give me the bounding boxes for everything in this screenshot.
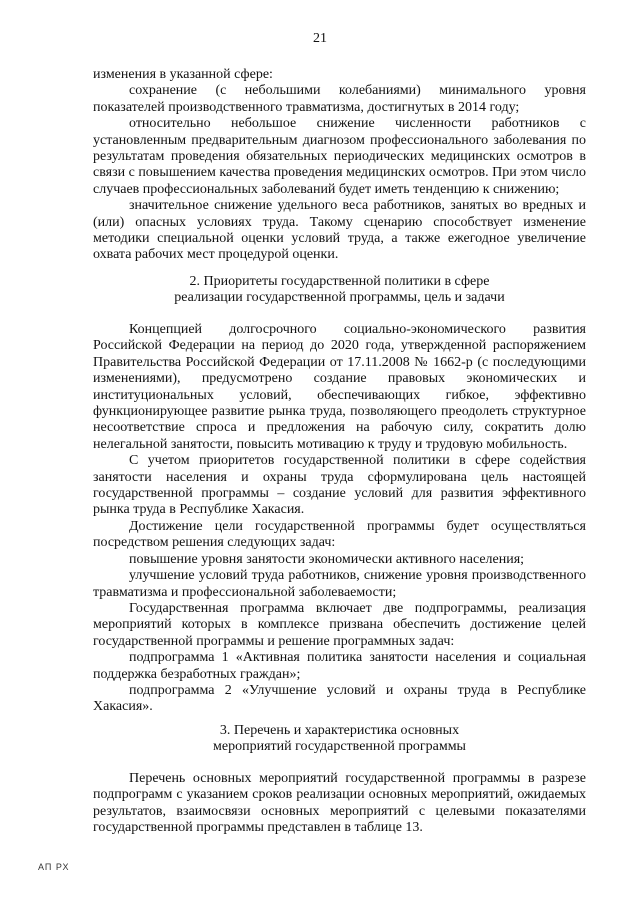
heading-line: 2. Приоритеты государственной политики в сфере bbox=[189, 274, 490, 289]
section3-body bbox=[93, 771, 586, 837]
section-heading-2 bbox=[93, 274, 586, 307]
heading-line: реализации государственной программы, цель и задачи bbox=[174, 290, 505, 306]
section-heading-3 bbox=[93, 723, 586, 756]
paragraph: Концепцией долгосрочного социально-экономического развития Российской Федерации на период до 2020 года, утвержденной распоряжением Правительства Российской Федерации от 17.11.2008 № 1662-р (с последующими изменениями), предусмотрено создание правовых экономических и институциональных условий, обеспечивающих гибкое, эффективно функционирующее развитие рынка труда, позволяющего преодолеть структурное несоответствие спроса и предложения на рабочую силу, сократить долю нелегальной занятости, повысить мотивацию к труду и трудовую мобильность. bbox=[93, 322, 586, 452]
paragraph: подпрограмма 1 «Активная политика занятости населения и социальная поддержка безработных граждан»; bbox=[93, 650, 586, 682]
paragraph: Государственная программа включает две подпрограммы, реализация мероприятий которых в комплексе призвана обеспечить достижение целей государственной программы и решение программных задач: bbox=[93, 600, 586, 649]
paragraph: изменения в указанной сфере: bbox=[93, 67, 273, 82]
paragraph: относительно небольшое снижение численности работников с установленным предварительным диагнозом профессионального заболевания по результатам проведения обязательных периодических медицинских осмотров в связи с повышением качества проведения медицинских осмотров. При этом число случаев профессиональных заболеваний будет иметь тенденцию к снижению; bbox=[93, 116, 587, 197]
section2-body bbox=[93, 322, 586, 716]
heading-line: мероприятий государственной программы bbox=[213, 739, 466, 755]
page-number: 21 bbox=[313, 31, 327, 46]
paragraph: улучшение условий труда работников, снижение уровня производственного травматизма и профессиональной заболеваемости; bbox=[93, 568, 586, 600]
paragraph: С учетом приоритетов государственной политики в сфере содействия занятости населения и охраны труда сформулирована цель настоящей государственной программы – создание условий для развития эффективного рынка труда в Республике Хакасия. bbox=[93, 453, 586, 518]
footer-mark: АП РХ bbox=[38, 862, 70, 872]
paragraph: подпрограмма 2 «Улучшение условий и охраны труда в Республике Хакасия». bbox=[93, 682, 586, 715]
heading-line: 3. Перечень и характеристика основных bbox=[219, 723, 460, 738]
paragraph: Достижение цели государственной программы будет осуществляться посредством решения следующих задач: bbox=[93, 518, 586, 551]
section1-body bbox=[93, 67, 586, 264]
paragraph: Перечень основных мероприятий государственной программы в разрезе подпрограмм с указанием сроков реализации основных мероприятий, ожидаемых результатов, взаимосвязи основных мероприятий с целевыми показателями государственной программы представлен в таблице 13. bbox=[93, 771, 586, 836]
paragraph: повышение уровня занятости экономически активного населения; bbox=[129, 551, 525, 567]
paragraph: значительное снижение удельного веса работников, занятых во вредных и (или) опасных условиях труда. Такому сценарию способствует изменение методики специальной оценки условий труда, а также ежегодное увеличение охвата рабочих мест процедурой оценки. bbox=[93, 198, 586, 263]
paragraph: сохранение (с небольшими колебаниями) минимального уровня показателей производственного травматизма, достигнутых в 2014 году; bbox=[93, 83, 586, 115]
